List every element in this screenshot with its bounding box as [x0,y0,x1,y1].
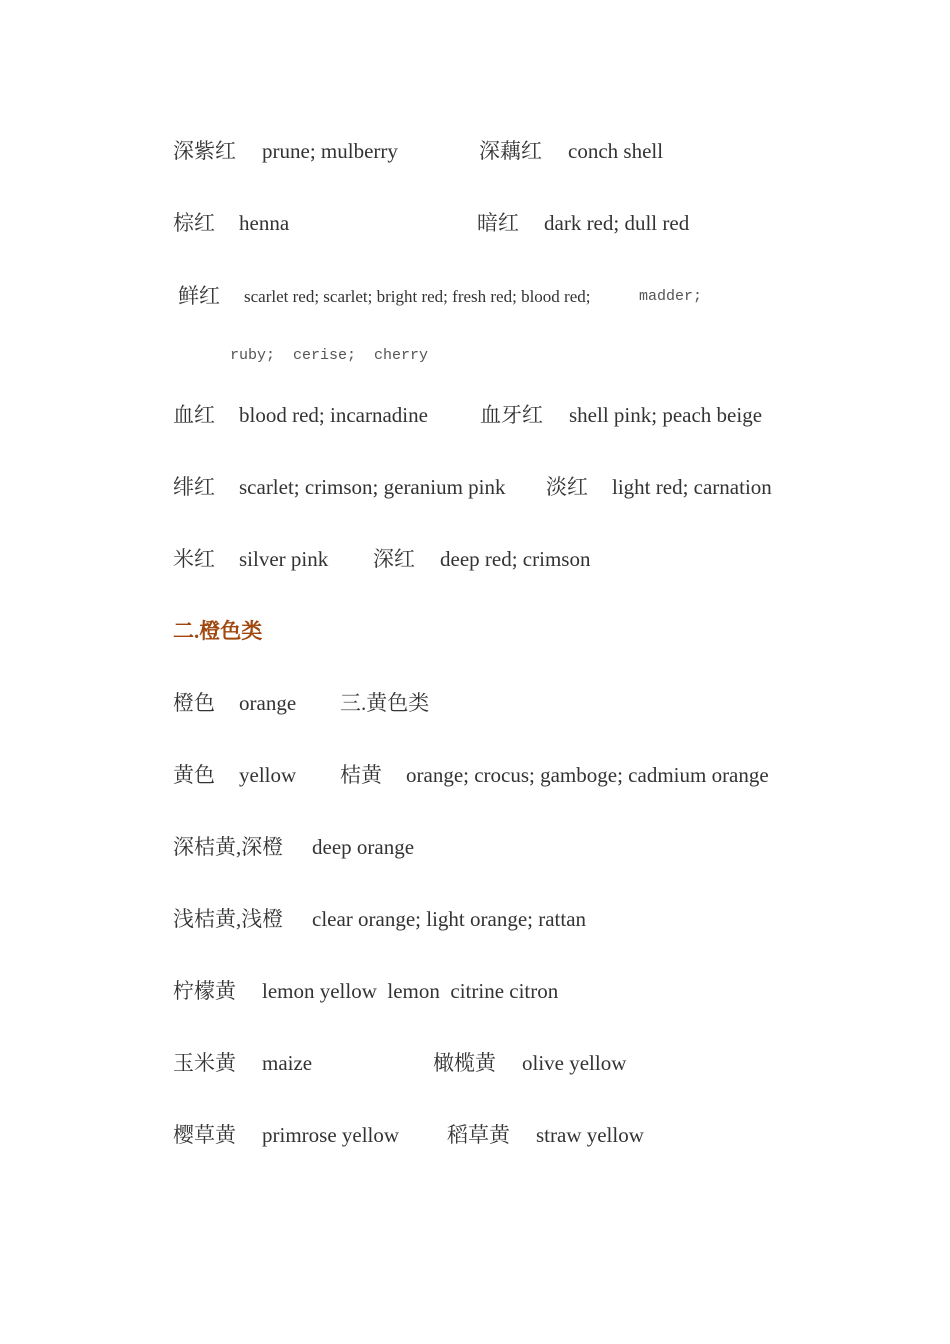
chinese-term: 橙色 [173,691,215,715]
english-term: maize [262,1051,313,1075]
chinese-term: 血红 [173,403,215,427]
english-term: scarlet red; scarlet; bright red; fresh red; blood red; [244,287,591,306]
english-term: prune; mulberry [262,139,398,163]
english-term-continuation: ruby; cerise; cherry [230,347,429,364]
english-term: conch shell [568,139,664,163]
chinese-term: 暗红 [477,211,519,235]
chinese-term: 深紫红 [173,139,236,163]
chinese-term: 玉米黄 [173,1051,236,1075]
english-term: henna [239,211,290,235]
chinese-term: 淡红 [546,475,588,499]
chinese-term: 血牙红 [480,403,543,427]
chinese-term: 浅桔黄,浅橙 [173,907,284,931]
english-term: lemon yellow lemon citrine citron [262,979,559,1003]
english-term: orange [239,691,297,715]
english-term: dark red; dull red [544,211,690,235]
section-heading: 二.橙色类 [173,619,263,643]
chinese-term: 柠檬黄 [173,979,236,1003]
chinese-term: 深桔黄,深橙 [173,835,284,859]
english-term: deep red; crimson [440,547,591,571]
chinese-term: 樱草黄 [173,1123,236,1147]
chinese-term: 米红 [173,547,215,571]
section-label: 三.黄色类 [340,691,430,715]
english-term: light red; carnation [612,475,772,499]
chinese-term: 绯红 [173,475,215,499]
chinese-term: 棕红 [173,211,215,235]
chinese-term: 鲜红 [178,284,220,308]
english-term: shell pink; peach beige [569,403,763,427]
english-term: deep orange [312,835,415,859]
chinese-term: 稻草黄 [447,1123,510,1147]
chinese-term: 橄榄黄 [433,1051,496,1075]
english-term: blood red; incarnadine [239,403,428,427]
chinese-term: 深藕红 [479,139,542,163]
english-term: scarlet; crimson; geranium pink [239,475,506,499]
english-term: orange; crocus; gamboge; cadmium orange [406,763,769,787]
english-term: primrose yellow [262,1123,400,1147]
english-term: clear orange; light orange; rattan [312,907,587,931]
english-term: olive yellow [522,1051,627,1075]
english-term: straw yellow [536,1123,644,1147]
chinese-term: 黄色 [173,763,215,787]
english-term: madder; [639,288,703,305]
chinese-term: 桔黄 [340,763,382,787]
english-term: yellow [239,763,297,787]
english-term: silver pink [239,547,329,571]
chinese-term: 深红 [373,547,415,571]
